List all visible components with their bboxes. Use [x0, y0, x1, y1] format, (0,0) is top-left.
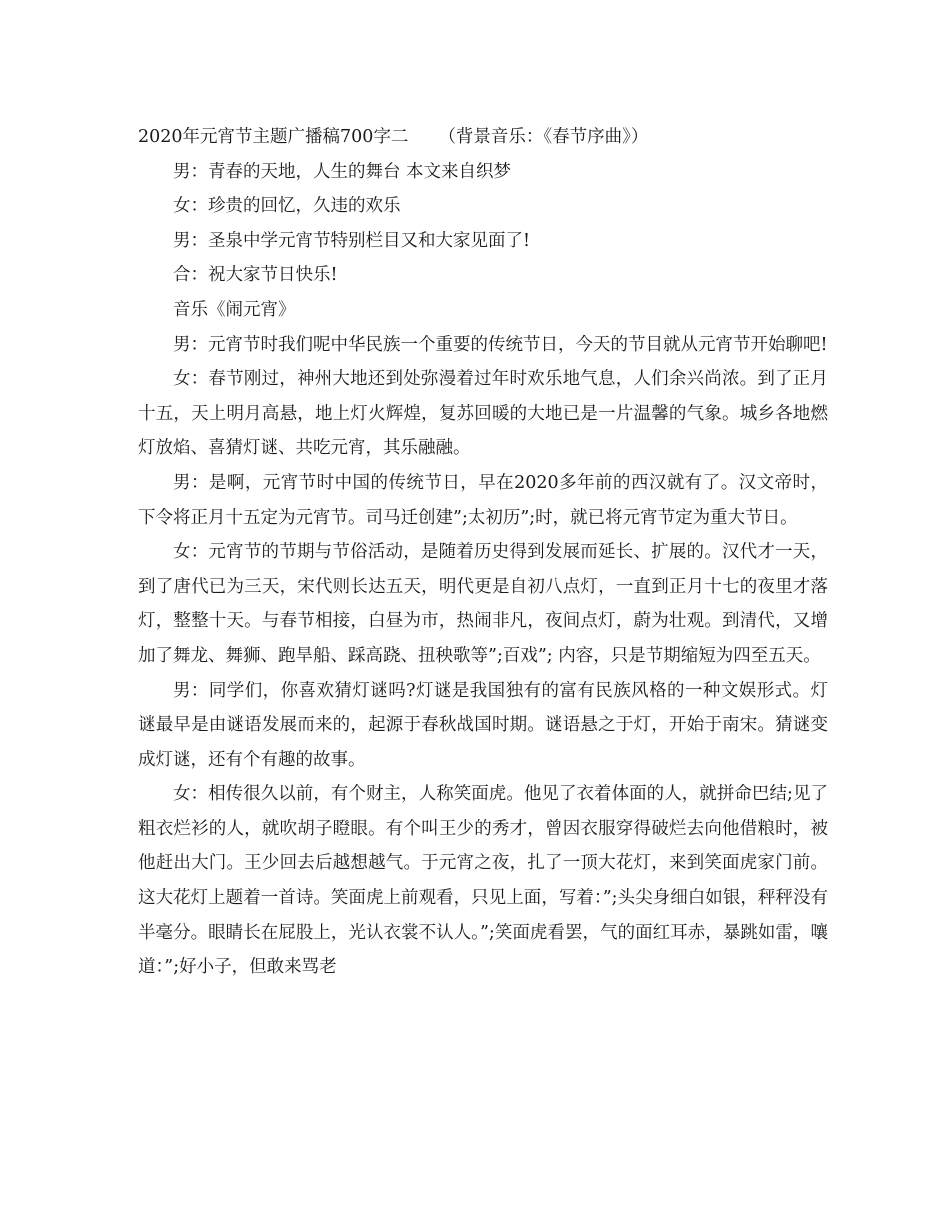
paragraph: 女：相传很久以前，有个财主，人称笑面虎。他见了衣着体面的人，就拼命巴结;见了粗衣烂衫的人，就吹胡子瞪眼。有个叫王少的秀才，曾因衣服穿得破烂去向他借粮时，被他赶出大门。王少回去后越想越气。于元宵之夜，扎了一顶大花灯，来到笑面虎家门前。这大花灯上题着一首诗。笑面虎上前观看，只见上面，写着：”;头尖身细白如银，秤秤没有半毫分。眼睛长在屁股上，光认衣裳不认人。”;笑面虎看罢，气的面红耳赤，暴跳如雷，嚷道：”;好小子，但敢来骂老 [138, 784, 828, 978]
paragraph: 男：青春的天地，人生的舞台 本文来自织梦 [173, 161, 512, 182]
title-line [138, 120, 828, 155]
paragraph: 合：祝大家节日快乐! [173, 265, 338, 286]
paragraph: 男：元宵节时我们呢中华民族一个重要的传统节日，今天的节目就从元宵节开始聊吧! [173, 334, 828, 355]
paragraph: 男：同学们，你喜欢猜灯谜吗?灯谜是我国独有的富有民族风格的一种文娱形式。灯谜最早是由谜语发展而来的，起源于春秋战国时期。谜语悬之于灯，开始于南宋。猜谜变成灯谜，还有个有趣的故事。 [138, 680, 828, 770]
paragraph: 女：春节刚过，神州大地还到处弥漫着过年时欢乐地气息，人们余兴尚浓。到了正月十五，天上明月高悬，地上灯火辉煌，复苏回暖的大地已是一片温馨的气象。城乡各地燃灯放焰、喜猜灯谜、共吃元宵，其乐融融。 [138, 369, 828, 459]
music-cue: 音乐《闹元宵》 [173, 299, 296, 320]
paragraph: 女：珍贵的回忆，久违的欢乐 [173, 196, 401, 217]
document-body [138, 120, 828, 985]
document-title: 2020年元宵节主题广播稿700字二 [138, 127, 409, 147]
paragraph: 男：圣泉中学元宵节特别栏目又和大家见面了! [173, 230, 531, 251]
paragraph: 男：是啊，元宵节时中国的传统节日，早在2020多年前的西汉就有了。汉文帝时，下令将正月十五定为元宵节。司马迁创建”;太初历”;时，就已将元宵节定为重大节日。 [138, 472, 828, 528]
background-music-note: （背景音乐：《春节序曲》） [438, 127, 649, 147]
paragraph: 女：元宵节的节期与节俗活动，是随着历史得到发展而延长、扩展的。汉代才一天，到了唐代已为三天，宋代则长达五天，明代更是自初八点灯，一直到正月十七的夜里才落灯，整整十天。与春节相接，白昼为市，热闹非凡，夜间点灯，蔚为壮观。到清代，又增加了舞龙、舞狮、跑旱船、踩高跷、扭秧歌等”;百戏”; 内容，只是节期缩短为四至五天。 [138, 542, 828, 666]
